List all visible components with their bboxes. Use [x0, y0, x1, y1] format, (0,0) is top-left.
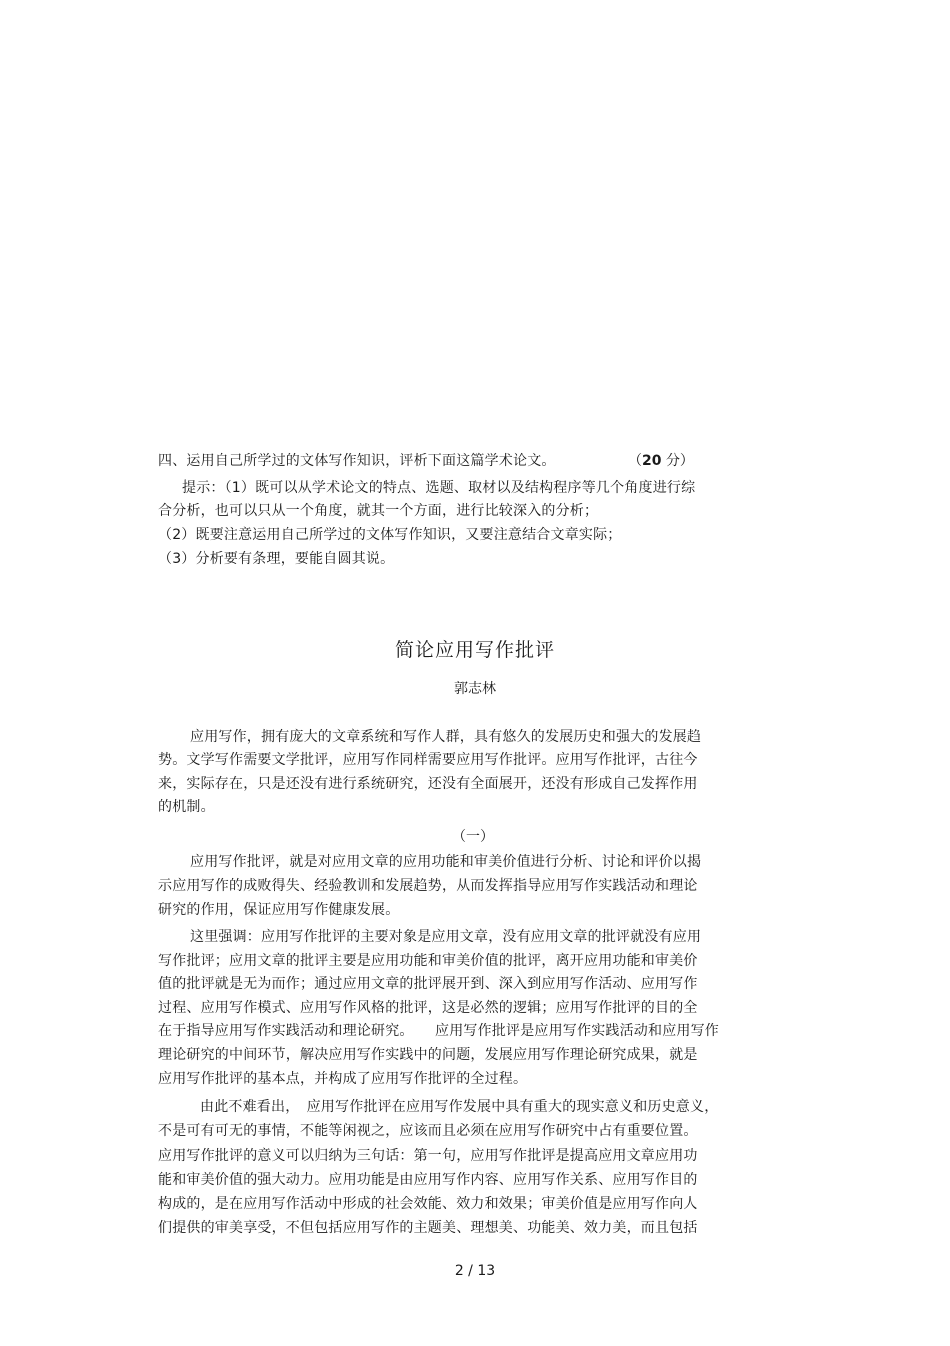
score-close: 分）	[665, 453, 694, 469]
hint-line: （2）既要注意运用自己所学过的文体写作知识，又要注意结合文章实际；	[158, 527, 622, 543]
page-number: 2 / 13	[454, 1263, 496, 1279]
question-score	[628, 451, 694, 471]
paragraph-line: 势。文学写作需要文学批评，应用写作同样需要应用写作批评。应用写作批评，古往今	[158, 752, 698, 768]
section-label: （一）	[452, 829, 494, 845]
paragraph-line: 应用写作，拥有庞大的文章系统和写作人群，具有悠久的发展历史和强大的发展趋	[190, 729, 702, 745]
hint-line: （3）分析要有条理，要能自圆其说。	[158, 551, 395, 567]
article-author: 郭志林	[454, 681, 496, 697]
score-open: （	[628, 453, 642, 469]
paragraph-line: 过程、应用写作模式、应用写作风格的批评，这是必然的逻辑；应用写作批评的目的全	[158, 1000, 698, 1016]
hint-line: 提示：（1）既可以从学术论文的特点、选题、取材以及结构程序等几个角度进行综	[182, 480, 696, 496]
paragraph-line: 理论研究的中间环节，解决应用写作实践中的问题，发展应用写作理论研究成果，就是	[158, 1047, 698, 1063]
paragraph-line: 在于指导应用写作实践活动和理论研究。 应用写作批评是应用写作实践活动和应用写作	[158, 1023, 719, 1039]
article-title: 简论应用写作批评	[394, 639, 555, 661]
paragraph-line: 研究的作用，保证应用写作健康发展。	[158, 902, 400, 918]
paragraph-line: 的机制。	[158, 799, 215, 815]
paragraph-line: 由此不难看出， 应用写作批评在应用写作发展中具有重大的现实意义和历史意义，	[200, 1099, 719, 1115]
paragraph-line: 示应用写作的成败得失、经验教训和发展趋势，从而发挥指导应用写作实践活动和理论	[158, 878, 698, 894]
score-value: 20	[642, 453, 662, 469]
paragraph-line: 能和审美价值的强大动力。应用功能是由应用写作内容、应用写作关系、应用写作目的	[158, 1172, 698, 1188]
paragraph-line: 们提供的审美享受，不但包括应用写作的主题美、理想美、功能美、效力美，而且包括	[158, 1220, 698, 1236]
question-heading: 四、运用自己所学过的文体写作知识，评析下面这篇学术论文。	[158, 453, 556, 469]
paragraph-line: 不是可有可无的事情，不能等闲视之，应该而且必须在应用写作研究中占有重要位置。	[158, 1123, 698, 1139]
paragraph-line: 来，实际存在，只是还没有进行系统研究，还没有全面展开，还没有形成自己发挥作用	[158, 776, 698, 792]
paragraph-line: 应用写作批评的基本点，并构成了应用写作批评的全过程。	[158, 1071, 528, 1087]
paragraph-line: 值的批评就是无为而作；通过应用文章的批评展开到、深入到应用写作活动、应用写作	[158, 976, 698, 992]
hint-line: 合分析，也可以只从一个角度，就其一个方面，进行比较深入的分析；	[158, 503, 599, 519]
paragraph-line: 写作批评；应用文章的批评主要是应用功能和审美价值的批评，离开应用功能和审美价	[158, 953, 698, 969]
paragraph-line: 这里强调：应用写作批评的主要对象是应用文章，没有应用文章的批评就没有应用	[190, 929, 702, 945]
paragraph-line: 构成的，是在应用写作活动中形成的社会效能、效力和效果；审美价值是应用写作向人	[158, 1196, 698, 1212]
paragraph-line: 应用写作批评的意义可以归纳为三句话：第一句，应用写作批评是提高应用文章应用功	[158, 1148, 698, 1164]
paragraph-line: 应用写作批评，就是对应用文章的应用功能和审美价值进行分析、讨论和评价以揭	[190, 854, 702, 870]
